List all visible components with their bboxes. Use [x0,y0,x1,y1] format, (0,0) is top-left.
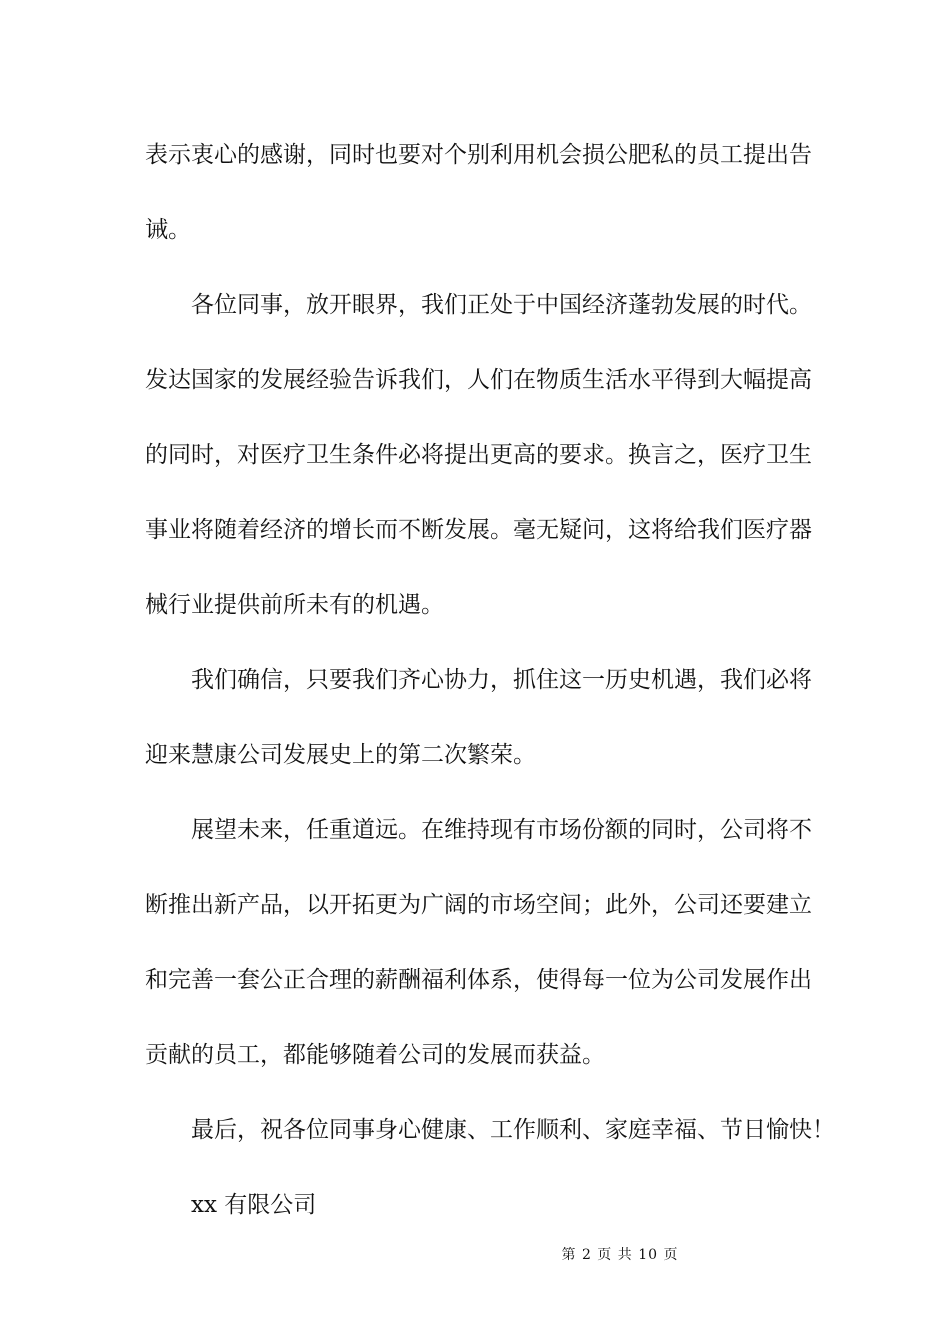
document-body [145,124,835,1249]
text-line: 贡献的员工，都能够随着公司的发展而获益。 [145,1042,605,1068]
text-line: 的同时，对医疗卫生条件必将提出更高的要求。换言之，医疗卫生 [145,442,812,468]
text-line: 各位同事，放开眼界，我们正处于中国经济蓬勃发展的时代。 [191,292,812,318]
page-number-label: 第 2 页 共 10 页 [561,1247,679,1263]
text-line: 展望未来，任重道远。在维持现有市场份额的同时，公司将不 [191,817,812,843]
text-line: 事业将随着经济的增长而不断发展。毫无疑问，这将给我们医疗器 [145,517,812,543]
text-line: 和完善一套公正合理的薪酬福利体系，使得每一位为公司发展作出 [145,967,812,993]
text-line: 断推出新产品，以开拓更为广阔的市场空间；此外，公司还要建立 [145,892,812,918]
text-line: 我们确信，只要我们齐心协力，抓住这一历史机遇，我们必将 [191,667,812,693]
text-line: 迎来慧康公司发展史上的第二次繁荣。 [145,742,536,768]
page-footer [0,1244,950,1264]
text-line: 发达国家的发展经验告诉我们，人们在物质生活水平得到大幅提高 [145,367,812,393]
text-line: 最后，祝各位同事身心健康、工作顺利、家庭幸福、节日愉快！ [191,1117,835,1143]
text-line: 表示衷心的感谢，同时也要对个别利用机会损公肥私的员工提出告 [145,142,812,168]
text-line: xx 有限公司 [191,1192,317,1218]
text-line: 械行业提供前所未有的机遇。 [145,592,444,618]
text-line: 诫。 [145,217,191,243]
